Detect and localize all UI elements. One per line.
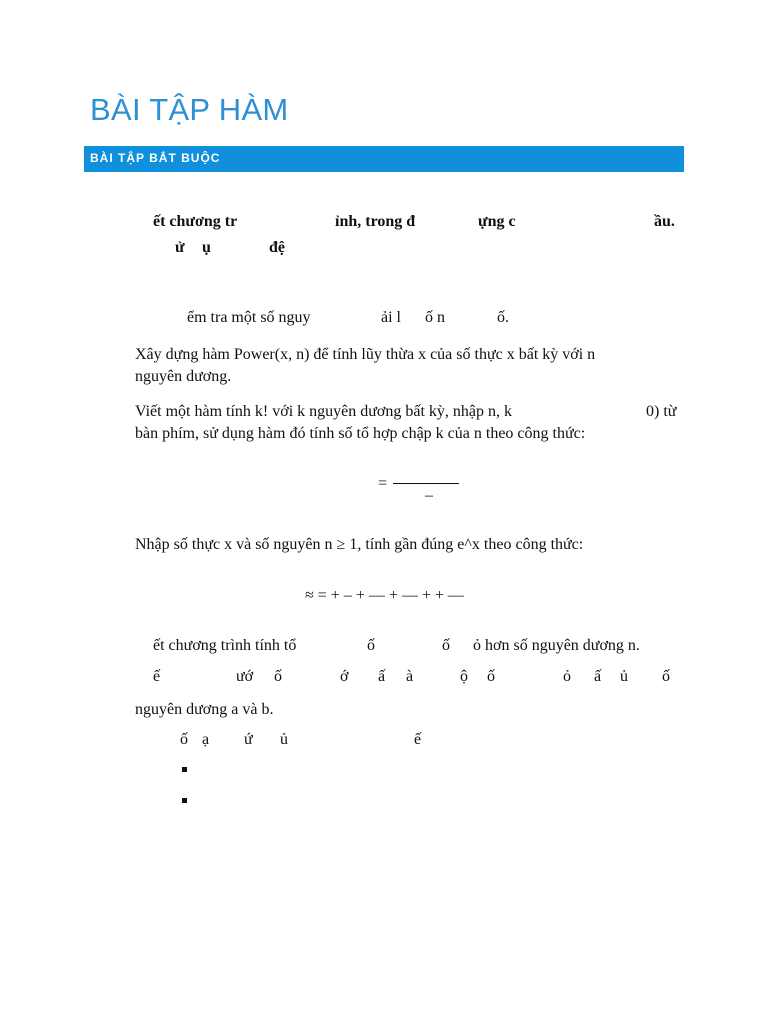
task6-line: nguyên dương a và b. bbox=[135, 701, 274, 718]
section-heading-label: BÀI TẬP BẮT BUỘC bbox=[90, 151, 221, 165]
task1-fragment: ải l bbox=[381, 309, 401, 326]
task3-line: Viết một hàm tính k! với k nguyên dương bất kỳ, nhập n, k bbox=[135, 403, 513, 420]
task6-fragment: ộ bbox=[460, 668, 468, 685]
intro-fragment: ử bbox=[175, 239, 185, 256]
intro-fragment: ựng c bbox=[478, 213, 516, 230]
task1-fragment: ố. bbox=[497, 309, 509, 326]
task6-fragment: à bbox=[406, 668, 414, 685]
combination-formula-equals: = bbox=[378, 475, 388, 492]
task5-fragment: ố bbox=[367, 637, 375, 654]
task7-fragment: ế bbox=[414, 731, 422, 748]
document-title: BÀI TẬP HÀM bbox=[90, 92, 289, 127]
task6-fragment: ố bbox=[487, 668, 495, 685]
task6-fragment: ấ bbox=[594, 668, 602, 685]
task7-fragment: ủ bbox=[280, 731, 288, 748]
intro-fragment: ụ bbox=[202, 239, 211, 256]
task2-line: Xây dựng hàm Power(x, n) để tính lũy thừa x của số thực x bất kỳ với n bbox=[135, 346, 596, 363]
task4-line: Nhập số thực x và số nguyên n ≥ 1, tính gần đúng e^x theo công thức: bbox=[135, 536, 584, 553]
section-heading-bar bbox=[84, 146, 684, 172]
task7-fragment: ứ bbox=[244, 731, 253, 748]
intro-fragment: đệ bbox=[269, 239, 285, 256]
task3-line: bàn phím, sử dụng hàm đó tính số tổ hợp chập k của n theo công thức: bbox=[135, 425, 586, 442]
task5-fragment: ết chương trình tính tổ bbox=[153, 637, 297, 654]
list-bullet bbox=[182, 767, 187, 772]
task1-fragment: ố n bbox=[425, 309, 445, 326]
intro-fragment: ết chương tr bbox=[153, 213, 238, 230]
task7-fragment: ố bbox=[180, 731, 188, 748]
task6-fragment: ấ bbox=[378, 668, 386, 685]
task5-fragment: ố bbox=[442, 637, 450, 654]
task2-line: nguyên dương. bbox=[135, 368, 232, 385]
task6-fragment: ế bbox=[153, 668, 161, 685]
task6-fragment: ướ bbox=[236, 668, 254, 685]
task6-fragment: ỏ bbox=[563, 668, 571, 685]
intro-fragment: ầu. bbox=[654, 213, 675, 230]
task6-fragment: ủ bbox=[620, 668, 628, 685]
exponential-formula: ≈ = + – + — + — + + — bbox=[305, 587, 464, 604]
task6-fragment: ố bbox=[274, 668, 282, 685]
task3-line: 0) từ bbox=[646, 403, 677, 420]
task5-fragment: ỏ hơn số nguyên dương n. bbox=[473, 637, 640, 654]
task7-fragment: ạ bbox=[202, 731, 210, 748]
list-bullet bbox=[182, 798, 187, 803]
task6-fragment: ớ bbox=[340, 668, 349, 685]
combination-formula-minus: – bbox=[425, 487, 433, 504]
combination-formula-fraction-bar bbox=[393, 483, 459, 484]
task6-fragment: ố bbox=[662, 668, 670, 685]
intro-fragment: ỉnh, trong đ bbox=[335, 213, 416, 230]
task1-fragment: ểm tra một số nguy bbox=[187, 309, 311, 326]
